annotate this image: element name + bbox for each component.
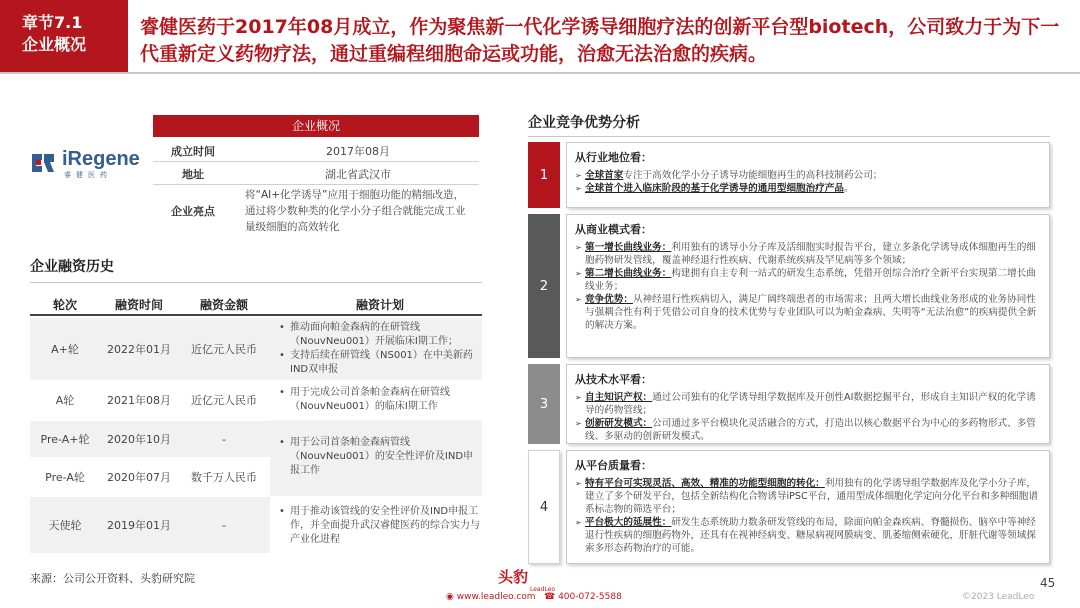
advantage-point-text: 。 — [844, 183, 854, 194]
chapter-number: 章节7.1 — [22, 13, 83, 32]
advantage-number-badge: 3 — [528, 364, 560, 444]
advantage-point-key: 全球首个进入临床阶段的基于化学诱导的通用型细胞治疗产品 — [585, 183, 845, 194]
advantage-point-key: 自主知识产权： — [585, 392, 653, 403]
advantage-point-key: 竞争优势： — [585, 294, 633, 305]
plan-cell — [278, 386, 480, 414]
table-cell-round: Pre-A+轮 — [40, 433, 90, 446]
advantage-number-badge: 2 — [528, 214, 560, 358]
advantage-title: 从平台质量看： — [575, 459, 652, 472]
overview-row — [153, 143, 479, 159]
table-cell-date: 2022年01月 — [107, 343, 171, 356]
plan-item: • 推动面向帕金森病的在研管线（NouvNeu001）开展临床I期工作； — [278, 321, 480, 349]
table-cell-round: A轮 — [55, 394, 75, 407]
overview-row — [153, 187, 479, 237]
table-cell-date: 2019年01月 — [107, 519, 171, 532]
leadleo-brand: 头豹 — [498, 568, 529, 586]
overview-key: 成立时间 — [171, 145, 215, 158]
table-cell-amount: 近亿元人民币 — [191, 343, 257, 356]
table-cell-amount: 数千万人民币 — [191, 471, 257, 484]
financing-title-divider — [30, 282, 482, 283]
plan-item: • 用于推动该管线的安全性评价及IND申报工作，并全面提升武汉睿健医药的综合实力与产业化进程 — [278, 505, 480, 547]
advantage-card — [566, 450, 1050, 564]
advantage-point-key: 全球首家 — [585, 170, 624, 181]
chapter-title: 企业概况 — [22, 35, 87, 54]
header-divider — [0, 72, 1080, 74]
overview-value: 2017年08月 — [326, 145, 390, 158]
table-cell-date: 2020年07月 — [107, 471, 171, 484]
source-note: 来源：公司公开资料、头豹研究院 — [30, 572, 195, 585]
leadleo-logo — [498, 566, 574, 593]
overview-divider — [153, 184, 479, 185]
page-headline: 睿健医药于2017年08月成立，作为聚焦新一代化学诱导细胞疗法的创新平台型biotech，公司致力于为下一代重新定义药物疗法，通过重编程细胞命运或功能，治愈无法治愈的疾病。 — [140, 16, 1060, 65]
advantage-point — [575, 267, 1039, 293]
overview-title: 企业概况 — [153, 115, 479, 137]
table-cell-amount: 近亿元人民币 — [191, 394, 257, 407]
page-number: 45 — [1040, 576, 1056, 590]
footer-website-link[interactable] — [446, 592, 536, 602]
advantage-point — [575, 516, 1039, 555]
advantage-point-text: 研发生态系统助力数条研发管线的布局，除面向帕金森疾病、脊髓损伤、脑卒中等神经退行性疾病的细胞药物外，还具有在视神经病变、糖尿病视网膜病变、肌萎缩侧索硬化，肝脏代谢等领域探索多形态药物治疗的可能。 — [585, 517, 1036, 554]
overview-key: 企业亮点 — [171, 205, 215, 218]
plan-cell — [278, 321, 480, 377]
advantage-card — [566, 364, 1050, 444]
advantage-point-key: 第一增长曲线业务： — [585, 242, 672, 253]
plan-cell — [278, 505, 480, 547]
logo-subtitle: 睿健医药 — [64, 171, 112, 179]
overview-row — [153, 166, 479, 182]
advantages-title: 企业竞争优势分析 — [528, 115, 640, 131]
table-cell-round: A+轮 — [51, 343, 79, 356]
advantage-point-text: 构建拥有自主专利一站式的研发生态系统，凭借开创综合治疗全新平台实现第二增长曲线业务； — [585, 268, 1036, 292]
advantage-number-badge: 4 — [528, 450, 560, 564]
overview-value: 湖北省武汉市 — [325, 168, 391, 181]
advantage-point — [575, 169, 1039, 182]
overview-key: 地址 — [182, 168, 204, 181]
advantage-point — [575, 477, 1039, 516]
website-text: www.leadleo.com — [456, 592, 536, 602]
logo-wordmark: iRegene — [62, 148, 140, 170]
table-cell-amount: - — [222, 518, 226, 532]
copyright: ©2023 LeadLeo — [962, 592, 1035, 602]
advantage-point — [575, 391, 1039, 417]
advantage-point-key: 第二增长曲线业务： — [585, 268, 672, 279]
advantage-point-key: 特有平台可实现灵活、高效、精准的功能型细胞的转化： — [585, 478, 825, 489]
footer-phone — [544, 592, 622, 602]
financing-header-plan: 融资计划 — [355, 298, 404, 312]
advantages-title-divider — [528, 136, 1050, 137]
iregene-logo-icon — [28, 148, 58, 178]
overview-value: 将“AI+化学诱导”应用于细胞功能的精细改造，通过将少数种类的化学小分子组合就能完成工业量级细胞的高效转化 — [245, 189, 466, 233]
advantage-point-key: 创新研发模式： — [585, 418, 653, 429]
table-cell-amount: - — [222, 432, 226, 446]
advantage-card — [566, 142, 1050, 208]
table-cell-round: Pre-A轮 — [45, 471, 85, 484]
company-logo — [28, 148, 140, 180]
globe-icon: ◉ — [446, 592, 457, 602]
advantage-title: 从商业模式看： — [575, 223, 652, 236]
advantage-point — [575, 293, 1039, 332]
leadleo-brand-sub: LeadLeo — [530, 586, 556, 593]
advantage-point-text: 公司通过多平台模块化灵活融合的方式，打造出以核心数据平台为中心的多药物形式、多管线、多驱动的创新研发模式。 — [585, 418, 1036, 442]
advantage-point — [575, 182, 1039, 195]
chapter-badge — [0, 0, 128, 72]
financing-header-date: 融资时间 — [114, 298, 163, 312]
plan-item: • 支持后续在研管线（NS001）在中美新药IND双申报 — [278, 349, 480, 377]
plan-item: • 用于公司首条帕金森病管线（NouvNeu001）的安全性评价及IND申报工作 — [278, 436, 480, 478]
advantage-point-text: 利用独有的诱导小分子库及活细胞实时报告平台，建立多条化学诱导成体细胞再生的细胞药物研发管线，覆盖神经退行性疾病、代谢系统疾病及罕见病等多个领域； — [585, 242, 1036, 266]
advantage-card — [566, 214, 1050, 358]
advantage-point — [575, 417, 1039, 443]
plan-item: • 用于完成公司首条帕金森病在研管线（NouvNeu001）的临床I期工作 — [278, 386, 480, 414]
plan-cell — [278, 436, 480, 478]
overview-divider — [153, 161, 479, 162]
table-cell-round: 天使轮 — [48, 519, 82, 532]
table-cell-date: 2021年08月 — [107, 394, 171, 407]
phone-icon: ☎ — [544, 592, 559, 602]
phone-text: 400-072-5588 — [558, 592, 622, 602]
table-cell-date: 2020年10月 — [107, 433, 171, 446]
financing-header-round: 轮次 — [52, 298, 77, 312]
advantage-point-text: 专注于高效化学小分子诱导功能细胞再生的高科技制药公司； — [623, 170, 883, 181]
advantage-point-text: 利用独有的化学诱导组学数据库及化学小分子库，建立了多个研发平台，包括全新结构化合物诱导iPSC平台，通用型成体细胞化学定向分化平台和多种细胞谱系标志物的筛选平台； — [585, 478, 1038, 515]
advantage-point — [575, 241, 1039, 267]
financing-title: 企业融资历史 — [30, 259, 114, 275]
advantage-point-text: 通过公司独有的化学诱导组学数据库及开创性AI数据挖掘平台，形成自主知识产权的化学诱导的药物管线； — [585, 392, 1036, 416]
advantage-title: 从技术水平看： — [575, 373, 652, 386]
advantage-title: 从行业地位看： — [575, 151, 652, 164]
advantage-point-key: 平台极大的延展性： — [585, 517, 672, 528]
advantage-number-badge: 1 — [528, 142, 560, 208]
financing-header-divider — [30, 314, 482, 316]
advantage-point-text: 从神经退行性疾病切入，满足广阔终端患者的市场需求；且两大增长曲线业务形成的业务协同性与强耦合性有利于凭借公司自身的技术优势与专业团队可以为帕金森病、失明等“无法治愈”的疾病提供全新的解决方案。 — [585, 294, 1037, 331]
financing-header-amount: 融资金额 — [199, 298, 248, 312]
